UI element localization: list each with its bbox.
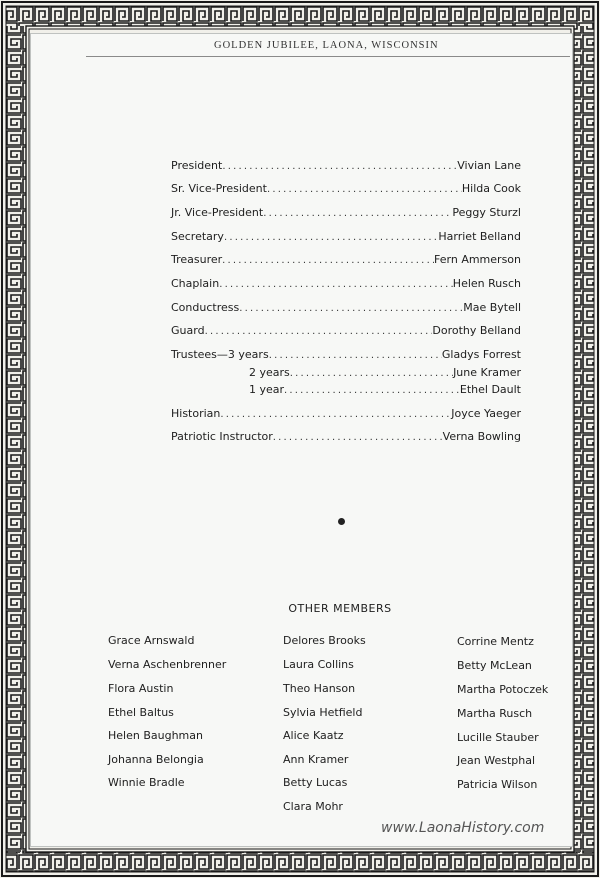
- officer-name: Fern Ammerson: [434, 253, 521, 266]
- member-name: Helen Baughman: [108, 729, 203, 742]
- member-name: Flora Austin: [108, 682, 174, 695]
- officer-title: Trustees—3 years: [171, 348, 269, 361]
- officer-row: [171, 366, 521, 382]
- page-header-title: GOLDEN JUBILEE, LAONA, WISCONSIN: [214, 40, 439, 51]
- officer-name: Peggy Sturzl: [452, 206, 521, 219]
- officer-title: Treasurer: [171, 253, 223, 266]
- officer-name: Mae Bytell: [463, 301, 521, 314]
- officer-row: [171, 383, 521, 399]
- member-name: Betty Lucas: [283, 776, 348, 789]
- officer-row: [171, 206, 521, 222]
- member-name: Lucille Stauber: [457, 731, 539, 744]
- officer-row: [171, 301, 521, 317]
- officer-name: Ethel Dault: [459, 383, 521, 396]
- member-name: Martha Potoczek: [457, 683, 549, 696]
- leader-dots: [239, 303, 463, 314]
- leader-dots: [267, 184, 462, 195]
- officer-name: Harriet Belland: [438, 230, 521, 243]
- member-name: Ann Kramer: [283, 753, 349, 766]
- officer-row: [171, 348, 521, 364]
- officer-name: Joyce Yaeger: [451, 407, 521, 420]
- member-name: Clara Mohr: [283, 800, 343, 813]
- officer-row: [171, 159, 521, 175]
- officer-title: 1 year: [249, 383, 285, 396]
- officer-title: Chaplain: [171, 277, 220, 290]
- leader-dots: [224, 232, 438, 243]
- member-name: Betty McLean: [457, 659, 532, 672]
- leader-dots: [222, 255, 434, 266]
- leader-dots: [284, 385, 460, 396]
- member-name: Grace Arnswald: [108, 634, 195, 647]
- other-members-heading: OTHER MEMBERS: [288, 602, 392, 615]
- officer-title: Jr. Vice-President: [171, 206, 264, 219]
- member-name: Jean Westphal: [457, 754, 536, 767]
- officer-title: Guard: [171, 324, 205, 337]
- officer-title: Historian: [171, 407, 221, 420]
- leader-dots: [222, 161, 457, 172]
- member-name: Ethel Baltus: [108, 706, 174, 719]
- member-name: Patricia Wilson: [457, 778, 538, 791]
- leader-dots: [205, 326, 433, 337]
- member-name: Alice Kaatz: [283, 729, 344, 742]
- officer-name: June Kramer: [453, 366, 521, 379]
- member-name: Corrine Mentz: [457, 635, 534, 648]
- officer-title: Secretary: [171, 230, 224, 243]
- officer-row: [171, 182, 521, 198]
- member-name: Verna Aschenbrenner: [108, 658, 227, 671]
- officer-row: [171, 277, 521, 293]
- officer-name: Gladys Forrest: [441, 348, 521, 361]
- leader-dots: [290, 368, 453, 379]
- officer-name: Dorothy Belland: [432, 324, 521, 337]
- officer-title: President: [171, 159, 223, 172]
- leader-dots: [263, 208, 452, 219]
- member-name: Johanna Belongia: [108, 753, 204, 766]
- member-name: Laura Collins: [283, 658, 354, 671]
- officer-name: Hilda Cook: [461, 182, 521, 195]
- header-rule: [86, 56, 570, 57]
- website-watermark: www.LaonaHistory.com: [381, 820, 545, 836]
- officer-name: Helen Rusch: [452, 277, 521, 290]
- officer-row: [171, 407, 521, 423]
- officer-title: Conductress: [171, 301, 240, 314]
- officer-row: [171, 324, 521, 340]
- member-name: Delores Brooks: [283, 634, 366, 647]
- officer-title: 2 years: [249, 366, 290, 379]
- officer-name: Verna Bowling: [442, 430, 521, 443]
- section-divider-dot: [338, 518, 345, 525]
- member-name: Martha Rusch: [457, 707, 533, 720]
- leader-dots: [269, 350, 442, 361]
- member-name: Sylvia Hetfield: [283, 706, 363, 719]
- officer-name: Vivian Lane: [457, 159, 521, 172]
- leader-dots: [273, 432, 443, 443]
- leader-dots: [220, 409, 451, 420]
- officer-title: Patriotic Instructor: [171, 430, 273, 443]
- member-name: Winnie Bradle: [108, 776, 185, 789]
- officer-row: [171, 430, 521, 446]
- member-name: Theo Hanson: [283, 682, 356, 695]
- officer-row: [171, 253, 521, 269]
- leader-dots: [219, 279, 453, 290]
- officer-row: [171, 230, 521, 246]
- officer-title: Sr. Vice-President: [171, 182, 267, 195]
